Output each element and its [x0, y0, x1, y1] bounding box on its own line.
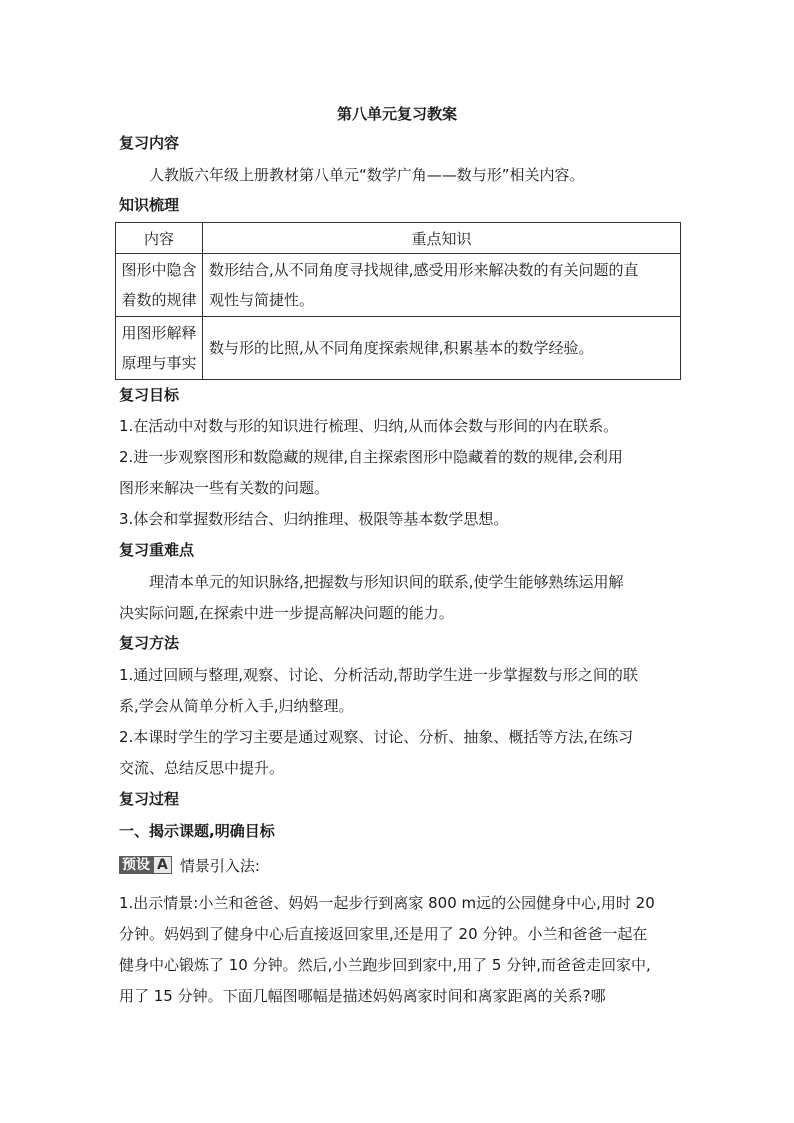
table-header-knowledge: 重点知识	[203, 223, 681, 254]
process-subheading: 一、揭示课题,明确目标	[119, 822, 275, 840]
preset-tag	[119, 856, 260, 874]
difficulties-line: 决实际问题,在探索中进一步提高解决问题的能力。	[119, 604, 454, 622]
process-line: 用了 15 分钟。下面几幅图哪幅是描述妈妈离家时间和离家距离的关系?哪	[119, 987, 606, 1005]
process-line: 1.出示情景:小兰和爸爸、妈妈一起步行到离家 800 m远的公园健身中心,用时 20	[119, 894, 655, 912]
table-cell-topic	[116, 254, 203, 317]
knowledge-table	[115, 222, 681, 380]
table-cell-knowledge	[203, 254, 681, 317]
goals-line: 图形来解决一些有关数的问题。	[119, 479, 330, 497]
cell-line: 图形中隐含	[121, 261, 197, 279]
content-text: 人教版六年级上册教材第八单元“数学广角——数与形”相关内容。	[149, 166, 585, 184]
methods-line: 交流、总结反思中提升。	[119, 759, 285, 777]
cell-line: 用图形解释	[121, 324, 197, 342]
preset-tag-text: 情景引入法:	[179, 856, 260, 875]
process-line: 分钟。妈妈到了健身中心后直接返回家里,还是用了 20 分钟。小兰和爸爸一起在	[119, 925, 648, 943]
table-cell-topic	[116, 317, 203, 380]
section-heading-methods: 复习方法	[119, 634, 180, 652]
cell-line: 观性与简捷性。	[209, 291, 315, 309]
goals-line: 2.进一步观察图形和数隐藏的规律,自主探索图形中隐藏着的数的规律,会利用	[119, 448, 623, 466]
methods-line: 1.通过回顾与整理,观察、讨论、分析活动,帮助学生进一步掌握数与形之间的联	[119, 666, 638, 684]
table-row	[116, 317, 681, 380]
methods-line: 系,学会从简单分析入手,归纳整理。	[119, 697, 354, 715]
methods-line: 2.本课时学生的学习主要是通过观察、讨论、分析、抽象、概括等方法,在练习	[119, 728, 634, 746]
section-heading-process: 复习过程	[119, 790, 180, 808]
section-heading-goals: 复习目标	[119, 386, 180, 404]
cell-line: 数与形的比照,从不同角度探索规律,积累基本的数学经验。	[209, 339, 594, 357]
section-heading-content: 复习内容	[119, 134, 180, 152]
cell-line: 着数的规律	[121, 291, 197, 309]
preset-tag-letter: A	[153, 856, 172, 874]
table-row	[116, 254, 681, 317]
section-heading-difficulties: 复习重难点	[119, 541, 195, 559]
goals-line: 3.体会和掌握数形结合、归纳推理、极限等基本数学思想。	[119, 510, 509, 528]
table-header-topic: 内容	[116, 223, 203, 254]
difficulties-line: 理清本单元的知识脉络,把握数与形知识间的联系,使学生能够熟练运用解	[149, 573, 624, 591]
section-heading-knowledge: 知识梳理	[119, 196, 180, 214]
document-title: 第八单元复习教案	[336, 105, 457, 123]
process-line: 健身中心锻炼了 10 分钟。然后,小兰跑步回到家中,用了 5 分钟,而爸爸走回家中,	[119, 956, 651, 974]
preset-tag-label: 预设	[119, 856, 153, 874]
goals-line: 1.在活动中对数与形的知识进行梳理、归纳,从而体会数与形间的内在联系。	[119, 417, 619, 435]
cell-line: 原理与事实	[121, 354, 197, 372]
table-cell-knowledge	[203, 317, 681, 380]
cell-line: 数形结合,从不同角度寻找规律,感受用形来解决数的有关问题的直	[209, 261, 639, 279]
table-header-row	[116, 223, 681, 254]
